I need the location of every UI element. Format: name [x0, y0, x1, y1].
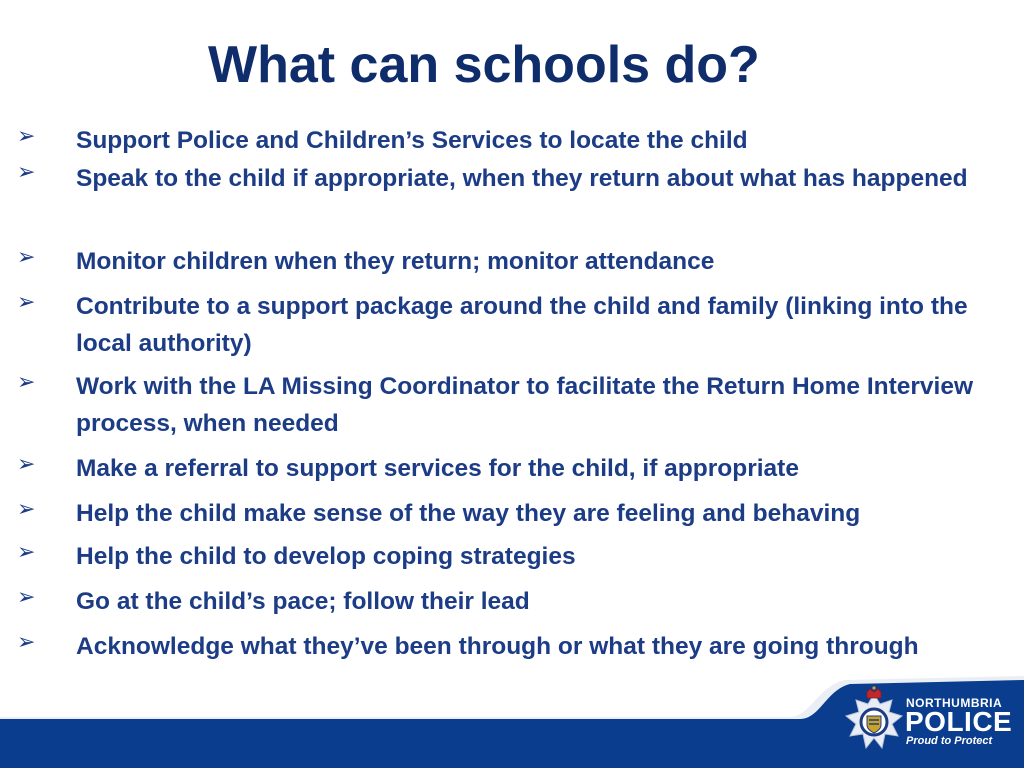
bullet-text: Monitor children when they return; monitor attendance: [76, 248, 715, 275]
arrow-bullet-icon: ➢: [17, 630, 36, 655]
logo-tagline: Proud to Protect: [906, 735, 993, 747]
bullet-text: Contribute to a support package around the child and family (linking into the local authority): [76, 293, 968, 357]
arrow-bullet-icon: ➢: [17, 124, 36, 149]
arrow-bullet-icon: ➢: [17, 245, 36, 270]
bullet-text: Help the child make sense of the way they are feeling and behaving: [76, 500, 861, 527]
arrow-bullet-icon: ➢: [17, 370, 36, 395]
arrow-bullet-icon: ➢: [17, 540, 36, 565]
bullet-text: Support Police and Children’s Services to locate the child: [76, 127, 748, 154]
bullet-text: Work with the LA Missing Coordinator to facilitate the Return Home Interview process, when needed: [76, 373, 974, 437]
logo-police-wordmark: POLICE: [905, 706, 1013, 737]
bullet-text: Acknowledge what they’ve been through or what they are going through: [76, 633, 919, 660]
police-crest-icon: [843, 684, 905, 754]
bullet-text: Go at the child’s pace; follow their lead: [76, 588, 530, 615]
arrow-bullet-icon: ➢: [17, 160, 36, 185]
slide-title: What can schools do?: [208, 36, 760, 94]
arrow-bullet-icon: ➢: [17, 290, 36, 315]
bullet-text: Make a referral to support services for the child, if appropriate: [76, 455, 799, 482]
arrow-bullet-icon: ➢: [17, 585, 36, 610]
bullet-text: Speak to the child if appropriate, when they return about what has happened: [76, 165, 968, 192]
arrow-bullet-icon: ➢: [17, 452, 36, 477]
logo-org-name: NORTHUMBRIA: [906, 696, 1003, 710]
bullet-text: Help the child to develop coping strategies: [76, 543, 576, 570]
arrow-bullet-icon: ➢: [17, 497, 36, 522]
northumbria-police-logo: [843, 684, 1023, 756]
